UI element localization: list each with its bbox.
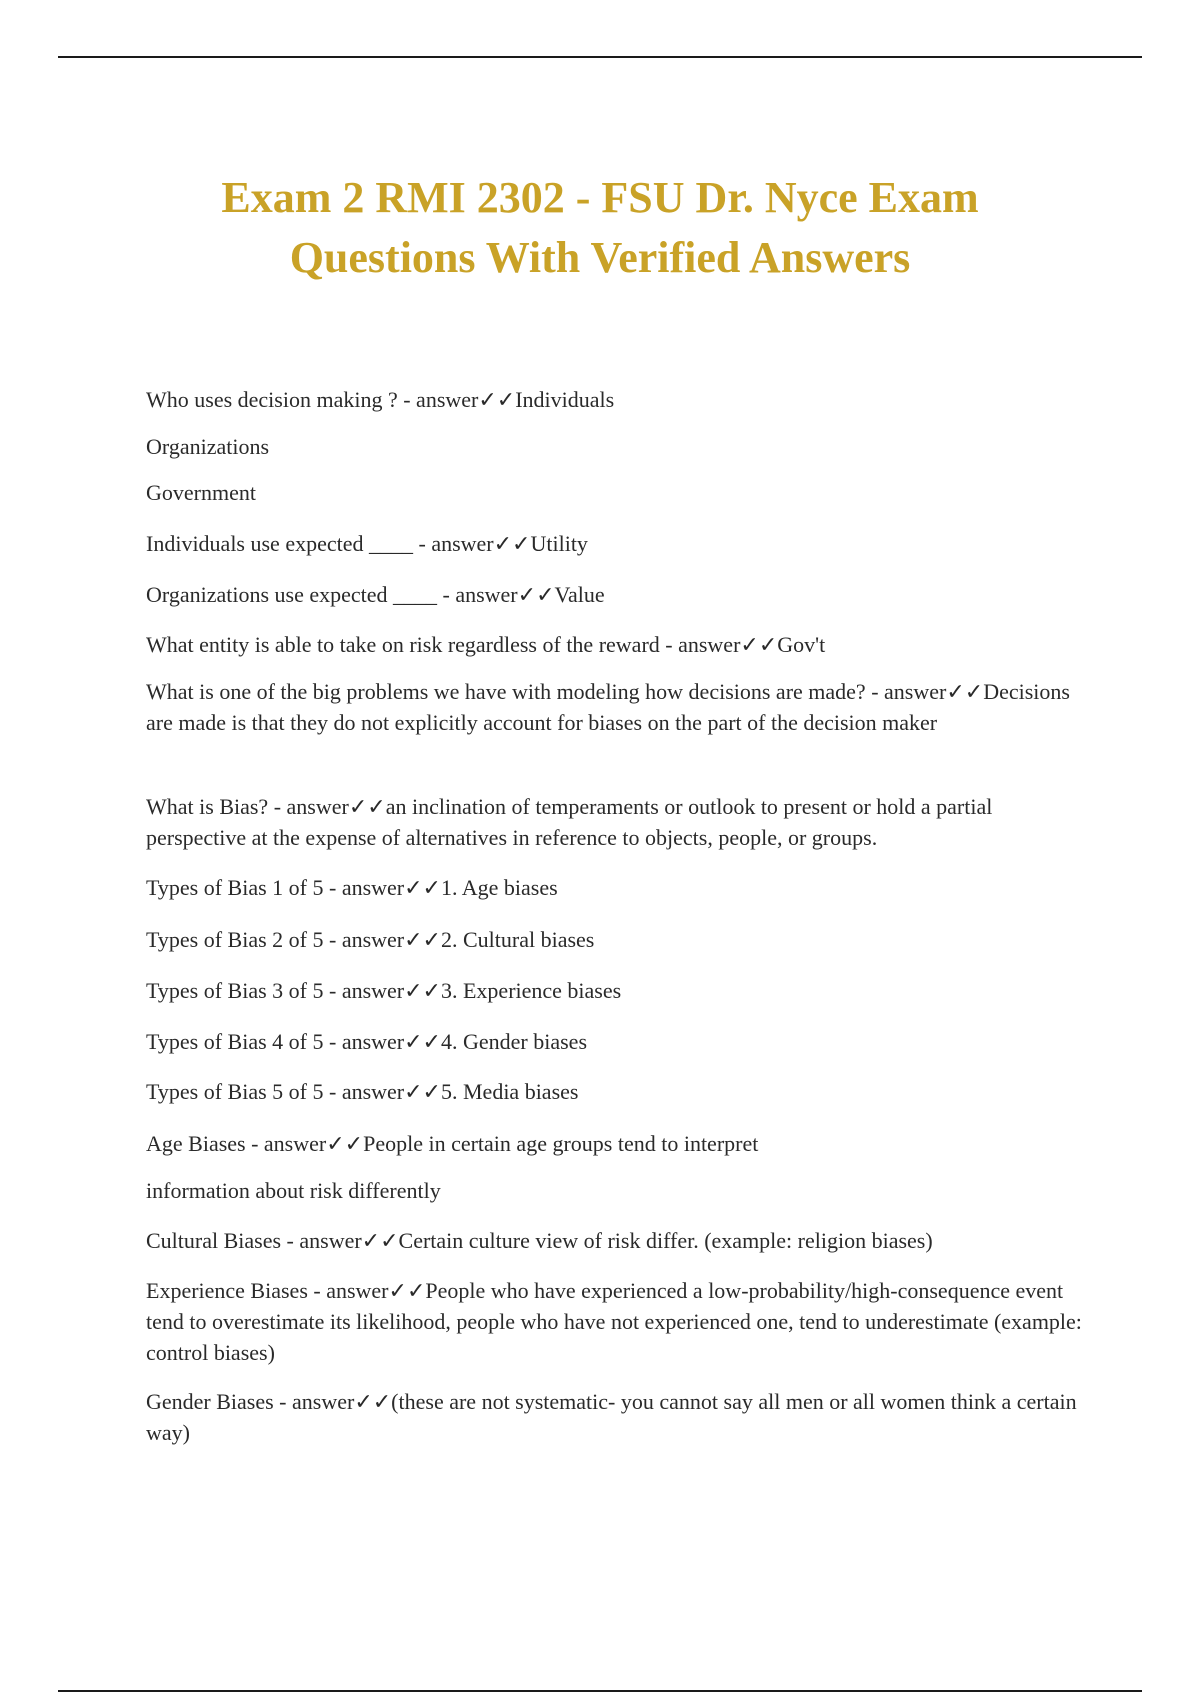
qa-paragraph-8: What is Bias? - answer✓✓an inclination of temperaments or outlook to present or hold a partial perspective at the expense of alternatives in reference to objects, people, or groups. bbox=[146, 794, 998, 850]
qa-paragraph-17: Experience Biases - answer✓✓People who have experienced a low-probability/high-consequence event tend to overestimate its likelihood, people who have not experienced one, tend to underestimate (example: control biases) bbox=[146, 1278, 1088, 1365]
qa-paragraph-6: What entity is able to take on risk regardless of the reward - answer✓✓Gov't bbox=[146, 632, 826, 657]
qa-paragraph-2: Organizations bbox=[146, 434, 270, 459]
qa-paragraph-18: Gender Biases - answer✓✓(these are not systematic- you cannot say all men or all women think a certain way) bbox=[146, 1389, 1083, 1445]
qa-paragraph-14: Age Biases - answer✓✓People in certain age groups tend to interpret bbox=[146, 1131, 759, 1156]
qa-paragraph-4: Individuals use expected ____ - answer✓✓Utility bbox=[146, 531, 588, 556]
qa-paragraph-1: Who uses decision making ? - answer✓✓Individuals bbox=[146, 387, 615, 412]
qa-paragraph-13: Types of Bias 5 of 5 - answer✓✓5. Media biases bbox=[146, 1079, 579, 1104]
qa-paragraph-11: Types of Bias 3 of 5 - answer✓✓3. Experience biases bbox=[146, 978, 622, 1003]
qa-paragraph-10: Types of Bias 2 of 5 - answer✓✓2. Cultural biases bbox=[146, 927, 595, 952]
document-title bbox=[80, 168, 1120, 288]
qa-paragraph-12: Types of Bias 4 of 5 - answer✓✓4. Gender biases bbox=[146, 1029, 587, 1054]
title-line-2: Questions With Verified Answers bbox=[289, 233, 911, 282]
qa-paragraph-15: information about risk differently bbox=[146, 1178, 441, 1203]
qa-paragraph-9: Types of Bias 1 of 5 - answer✓✓1. Age biases bbox=[146, 875, 558, 900]
header-rule bbox=[58, 56, 1142, 58]
footer-rule bbox=[58, 1690, 1142, 1692]
qa-paragraph-7: What is one of the big problems we have with modeling how decisions are made? - answer✓✓Decisions are made is that they do not explicitly account for biases on the part of the decision maker bbox=[146, 679, 1076, 735]
qa-paragraph-5: Organizations use expected ____ - answer✓✓Value bbox=[146, 582, 605, 607]
qa-paragraph-3: Government bbox=[146, 480, 256, 505]
title-line-1: Exam 2 RMI 2302 - FSU Dr. Nyce Exam bbox=[221, 173, 979, 222]
qa-paragraph-16: Cultural Biases - answer✓✓Certain culture view of risk differ. (example: religion biases) bbox=[146, 1228, 933, 1253]
